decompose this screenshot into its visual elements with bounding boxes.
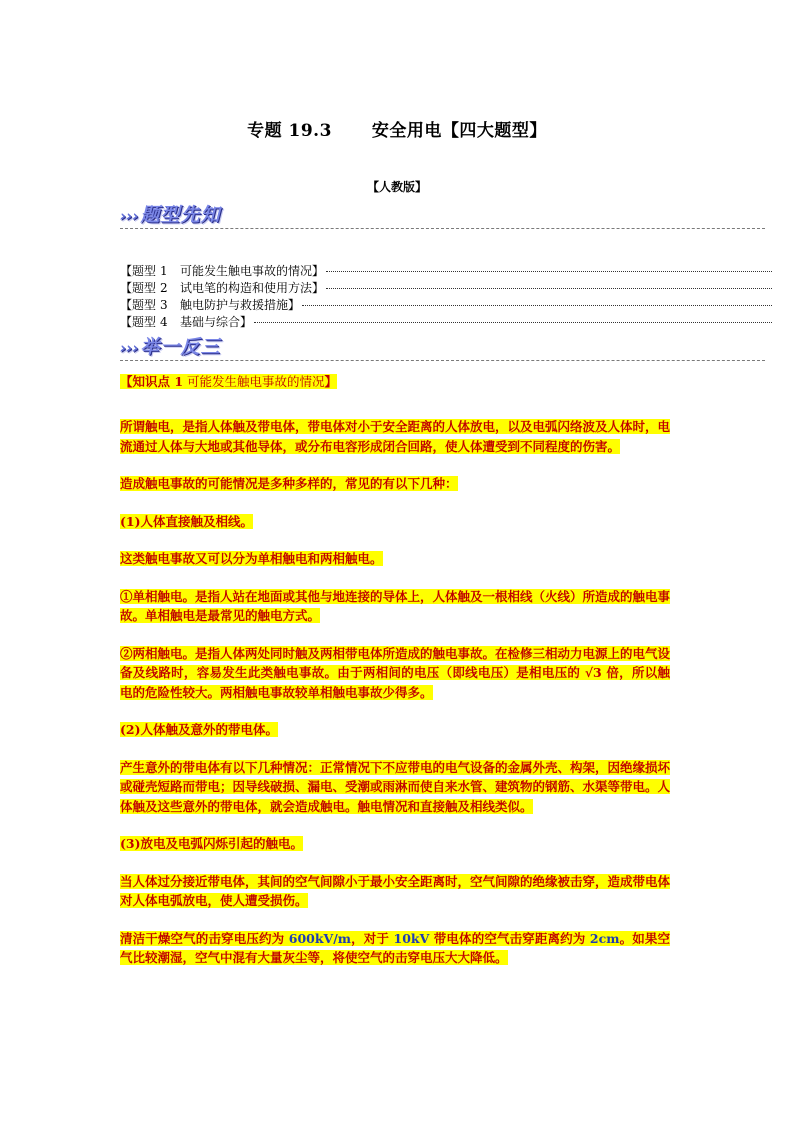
- distance-value: 2cm: [589, 930, 620, 946]
- paragraph-arc: 当人体过分接近带电体，其间的空气间隙小于最小安全距离时，空气间隙的绝缘被击穿，造成带电体对人体电弧放电，使人遭受损伤。: [120, 873, 671, 908]
- paragraph-breakdown: 清洁干燥空气的击穿电压约为 600kV/m，对于 10kV 带电体的空气击穿距离约为 2cm。如果空气比较潮湿，空气中混有大量灰尘等，将使空气的击穿电压大大降低。: [120, 930, 670, 965]
- edition-label: 【人教版】: [366, 180, 427, 194]
- title-topic-number: 专题 19.3: [247, 121, 332, 141]
- banner-arrows-icon: ›››: [120, 339, 139, 357]
- toc-item-3[interactable]: 【题型 3 触电防护与救援措施】: [120, 296, 772, 313]
- toc-item-4[interactable]: 【题型 4 基础与综合】: [120, 313, 772, 330]
- knowledge-point-heading: 【知识点 1 可能发生触电事故的情况】: [120, 374, 338, 389]
- paragraph-types: 这类触电事故又可以分为单相触电和两相触电。: [120, 551, 383, 566]
- paragraph-single-phase: ①单相触电。是指人站在地面或其他与地连接的导体上，人体触及一根相线（火线）所造成的触电事故。单相触电是最常见的触电方式。: [120, 588, 671, 623]
- content-divider: [120, 360, 765, 361]
- voltage-value: 10kV: [393, 930, 430, 946]
- toc-leader-dots: [302, 305, 772, 306]
- paragraph-intro: 造成触电事故的可能情况是多种多样的，常见的有以下几种：: [120, 476, 458, 491]
- banner-arrows-icon: ›››: [120, 207, 139, 225]
- content-body: [120, 373, 670, 968]
- title-topic-name: 安全用电【四大题型】: [371, 121, 547, 141]
- paragraph-two-phase: ②两相触电。是指人体两处同时触及两相带电体所造成的触电事故。在检修三相动力电源上的电气设备及线路时，容易发生此类触电事故。由于两相间的电压（即线电压）是相电压的 √3 倍，所以触电的危险性较大。两相触电事故较单相触电事故少得多。: [120, 645, 671, 700]
- toc-leader-dots: [326, 288, 772, 289]
- paragraph-definition: 所谓触电，是指人体触及带电体，带电体对小于安全距离的人体放电，以及电弧闪络波及人体时，电流通过人体与大地或其他导体，或分布电容形成闭合回路，使人体遭受到不同程度的伤害。: [120, 419, 671, 454]
- toc-divider: [120, 228, 765, 229]
- table-of-contents: [120, 262, 772, 330]
- page-title: [0, 116, 794, 141]
- toc-banner: ››› 题型先知: [120, 204, 221, 226]
- breakdown-voltage-value: 600kV/m: [288, 930, 351, 946]
- toc-leader-dots: [326, 271, 772, 272]
- toc-item-2[interactable]: 【题型 2 试电笔的构造和使用方法】: [120, 279, 772, 296]
- paragraph-accidental: 产生意外的带电体有以下几种情况：正常情况下不应带电的电气设备的金属外壳、构架，因绝缘损坏或碰壳短路而带电；因导线破损、漏电、受潮或雨淋而使自来水管、建筑物的钢筋、水渠等带电。人体触及这些意外的带电体，就会造成触电。触电情况和直接触及相线类似。: [120, 759, 671, 814]
- content-banner: ››› 举一反三: [120, 336, 221, 358]
- paragraph-heading-1: (1)人体直接触及相线。: [120, 513, 254, 529]
- paragraph-heading-3: (3)放电及电弧闪烁引起的触电。: [120, 836, 304, 851]
- paragraph-heading-2: (2)人体触及意外的带电体。: [120, 722, 279, 737]
- toc-item-1[interactable]: 【题型 1 可能发生触电事故的情况】: [120, 262, 772, 279]
- toc-leader-dots: [254, 322, 772, 323]
